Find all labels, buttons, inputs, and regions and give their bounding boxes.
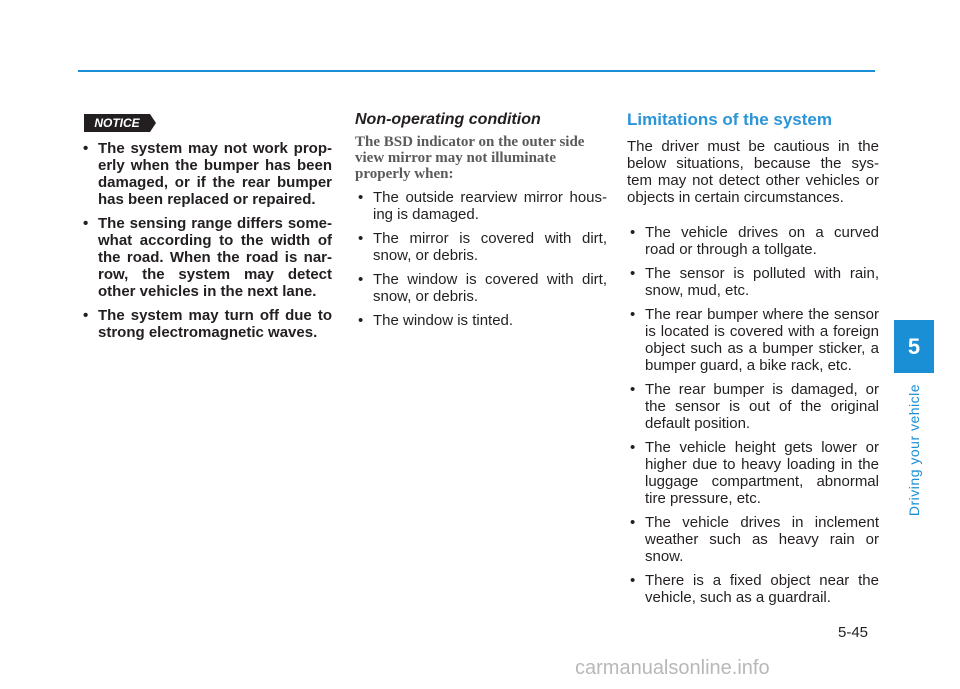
section-heading: Limitations of the system	[627, 110, 832, 129]
intro-paragraph: The driver must be cautious in the below situations, because the sys-tem may not detect other vehicles or objects in certain circumstances.	[627, 138, 879, 206]
notice-list	[80, 140, 332, 341]
list-item: • There is a fixed object near the vehicle, such as a guardrail.	[627, 572, 879, 606]
list-item: • The window is covered with dirt, snow, or debris.	[355, 271, 607, 305]
list-item: • The vehicle height gets lower or higher due to heavy loading in the luggage compartment, abnormal tire pressure, etc.	[627, 439, 879, 507]
chapter-number-tab: 5	[894, 320, 934, 373]
sub-heading: The BSD indicator on the outer side view mirror may not illuminate properly when:	[355, 134, 585, 182]
list-item: • The window is tinted.	[355, 312, 607, 329]
chapter-title: Driving your vehicle	[906, 383, 922, 517]
section-heading: Non-operating condition	[355, 111, 541, 128]
notice-badge: NOTICE	[84, 114, 150, 132]
list-item: • The vehicle drives in inclement weather such as heavy rain or snow.	[627, 514, 879, 565]
notice-column	[80, 140, 332, 348]
list-item: • The rear bumper is damaged, or the sensor is out of the original default position.	[627, 381, 879, 432]
list-item: • The sensor is polluted with rain, snow, mud, etc.	[627, 265, 879, 299]
list-item: • The mirror is covered with dirt, snow, or debris.	[355, 230, 607, 264]
non-operating-list	[355, 189, 607, 329]
non-operating-column	[355, 110, 607, 336]
list-item: • The sensing range differs some-what according to the width of the road. When the road is nar-row, the system may detect other vehicles in the next lane.	[80, 215, 332, 300]
list-item: • The outside rearview mirror hous-ing is damaged.	[355, 189, 607, 223]
limitations-column	[627, 110, 879, 613]
list-item: • The rear bumper where the sensor is located is covered with a foreign object such as a bumper sticker, a bumper guard, a bike rack, etc.	[627, 306, 879, 374]
list-item: • The vehicle drives on a curved road or through a tollgate.	[627, 224, 879, 258]
page-number: 5-45	[838, 624, 869, 641]
watermark: carmanualsonline.info	[575, 657, 770, 679]
list-item: • The system may turn off due to strong electromagnetic waves.	[80, 307, 332, 341]
list-item: • The system may not work prop-erly when the bumper has been damaged, or if the rear bumper has been replaced or repaired.	[80, 140, 332, 208]
top-rule	[78, 70, 875, 72]
limitations-list	[627, 224, 879, 606]
